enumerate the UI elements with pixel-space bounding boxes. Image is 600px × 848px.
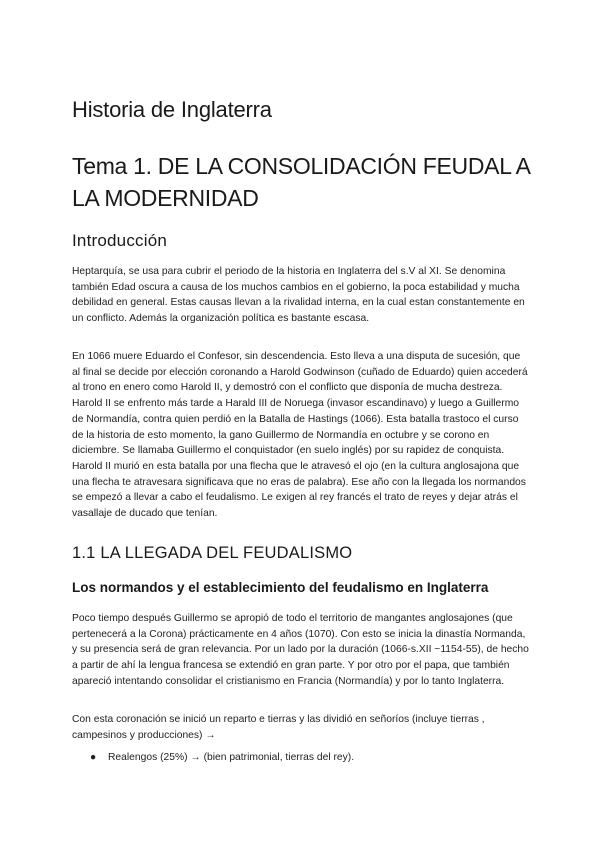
section-heading: 1.1 LA LLEGADA DEL FEUDALISMO [72,544,353,562]
bullet-icon: ● [90,752,97,763]
intro-heading: Introducción [72,231,168,250]
list-item-text: Realengos (25%) → (bien patrimonial, tierras del rey). [108,752,355,763]
intro-paragraph-2: En 1066 muere Eduardo el Confesor, sin descendencia. Esto lleva a una disputa de sucesión, que al final se decide por elección coronando a Harold Godwinson (cuñado de Eduardo) quien accederá al trono en enero como Harold II, y demostró con el conflicto que disponía de mucha destreza. Harold II se enfrento más tarde a Harald III de Noruega (invasor escandinavo) y luego a Guillermo de Normandía, contra quien perdió en la Batalla de Hastings (1066). Esta batalla trastoco el curso de la historia de esto momento, la gano Guillermo de Normandía en octubre y se corono en diciembre. Se llamaba Guillermo el conquistador (en suelo inglés) por su rapidez de conquista. Harold II murió en esta batalla por una flecha que le atravesó el ojo (en la cultura anglosajona que una flecha te atravesara significava que no eras de palabra). Ese año con la llegada los normandos se empezó a llevar a cabo el feudalismo. Le exigen al rey francés el trato de reyes y dejar atrás el vasallaje de ducado que tenían. [72,351,528,520]
document-title: Historia de Inglaterra [72,97,272,122]
section-paragraph-2: Con esta coronación se inició un reparto e tierras y las dividió en señoríos (incluye tierras , campesinos y producciones) → [72,714,485,741]
intro-paragraph-1: Heptarquía, se usa para cubrir el periodo de la historia en Inglaterra del s.V al XI. Se denomina también Edad oscura a causa de los muchos cambios en el gobierno, la poca estabilidad y mucha debilidad en general. Estas causas llevan a la rivalidad interna, en la cual estan constantemente en un conflicto. Además la organización política es bastante escasa. [72,266,525,325]
subsection-heading: Los normandos y el establecimiento del feudalismo en Inglaterra [72,580,489,595]
chapter-heading: Tema 1. DE LA CONSOLIDACIÓN FEUDAL A LA MODERNIDAD [72,153,530,211]
list-item [90,750,354,766]
section-paragraph-1: Poco tiempo después Guillermo se apropió de todo el territorio de mangantes anglosajones (que pertenecerá a la Corona) prácticamente en 4 años (1070). Con esto se inicia la dinastía Normanda, y su presencia será de gran relevancia. Por un lado por la duración (1066-s.XII ~1154-55), de hecho a partir de ahí la lengua francesa se extendió en gran parte. Y por otro por el papa, que también apareció intentando consolidar el cristianismo en Francia (Normandía) y por lo tanto Inglaterra. [72,613,529,687]
